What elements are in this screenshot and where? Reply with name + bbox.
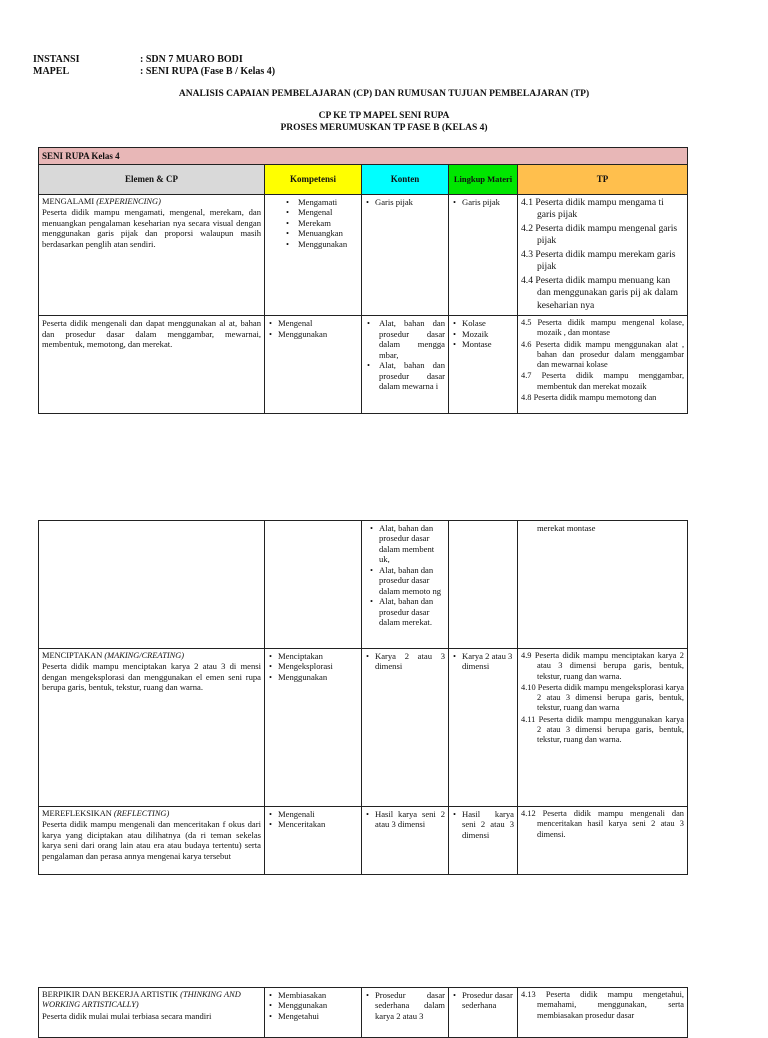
tp-item: 4.1 Peserta didik mampu mengama ti garis pijak — [521, 197, 664, 221]
lingkup-cell — [449, 521, 518, 649]
tp-item: 4.4 Peserta didik mampu menuang kan dan menggunakan garis pij ak dalam keseharian nya — [521, 274, 678, 311]
header-kompetensi: Kompetensi — [265, 165, 362, 195]
tp-item: 4.8 Peserta didik mampu memotong dan — [521, 392, 657, 402]
list-item: • Prosedur dasar sederhana dalam karya 2 atau 3 — [375, 990, 445, 1021]
kompetensi-cell — [265, 316, 362, 414]
header-lingkup-materi: Lingkup Materi — [449, 165, 518, 195]
list-item: • Menggunakan — [278, 672, 358, 682]
cp-tp-table-part-2 — [38, 520, 688, 875]
list-item: • Alat, bahan dan prosedur dasar dalam memoto ng — [379, 565, 445, 596]
tp-cell — [518, 988, 688, 1038]
tp-item: 4.10 Peserta didik mampu mengeksplorasi karya 2 atau 3 dimensi berupa garis, bentuk, tekstur, ruang dan warna — [521, 682, 684, 713]
tp-cell — [518, 807, 688, 875]
kompetensi-cell — [265, 195, 362, 316]
tp-item: merekat montase — [537, 523, 596, 533]
instansi-label: INSTANSI — [33, 54, 80, 65]
list-item: • Mengamati — [298, 197, 358, 207]
list-item: • Merekam — [298, 218, 358, 228]
list-item: • Alat, bahan dan prosedur dasar dalam merekat. — [379, 596, 445, 627]
header-konten: Konten — [362, 165, 449, 195]
table-row-merefleksikan — [39, 807, 688, 875]
table-banner: SENI RUPA Kelas 4 — [39, 148, 688, 165]
cp-text: Peserta didik mampu mengenali dan menceritakan f okus dari karya yang diciptakan atau dilihatnya (da ri teman sekelas karya seni dari orang lain atau era atau budaya tertentu) serta pengalaman dan perasa annya mengenai karya tersebut — [42, 819, 261, 861]
tp-item: 4.3 Peserta didik mampu merekam garis pijak — [521, 248, 676, 273]
list-item: • Menggunakan — [278, 1000, 358, 1010]
cp-element-title: MENGALAMI (EXPERIENCING) — [42, 197, 161, 206]
lingkup-cell — [449, 988, 518, 1038]
list-item: • Karya 2 atau 3 dimensi — [462, 651, 514, 672]
tp-cell — [518, 521, 688, 649]
header-elemen-cp: Elemen & CP — [39, 165, 265, 195]
instansi-value: : SDN 7 MUARO BODI — [140, 54, 243, 65]
lingkup-cell — [449, 649, 518, 807]
list-item: • Mengeksplorasi — [278, 661, 358, 671]
cp-text: Peserta didik mengenali dan dapat menggunakan al at, bahan dan prosedur dasar dalam menggambar, mewarnai, membentuk, memotong, dan merekat. — [39, 316, 265, 414]
lingkup-cell — [449, 316, 518, 414]
list-item: • Mengenal — [298, 207, 358, 217]
list-item: • Mengenali — [278, 809, 358, 819]
konten-cell — [362, 195, 449, 316]
cp-tp-table-part-3 — [38, 987, 688, 1038]
konten-cell — [362, 807, 449, 875]
list-item: • Menggunakan — [298, 239, 358, 249]
list-item: • Kolase — [462, 318, 514, 328]
table-row-alat-bahan — [39, 316, 688, 414]
cp-element-title: MENCIPTAKAN (MAKING/CREATING) — [42, 651, 185, 660]
kompetensi-cell — [265, 521, 362, 649]
table-row-alat-bahan-continued — [39, 521, 688, 649]
list-item: • Mengenal — [278, 318, 358, 328]
konten-cell — [362, 988, 449, 1038]
tp-item: 4.5 Peserta didik mampu mengenal kolase, mozaik , dan montase — [521, 318, 685, 338]
mapel-label: MAPEL — [33, 66, 70, 77]
kompetensi-cell — [265, 988, 362, 1038]
cp-text: Peserta didik mampu mengamati, mengenal, merekam, dan menuangkan pengalaman keseharian nya secara visual dengan menggunakan garis pijak dan proporsi walaupun masih berdasarkan penglih atan sendiri. — [42, 207, 261, 249]
cp-cell — [39, 195, 265, 316]
list-item: • Menciptakan — [278, 651, 358, 661]
list-item: • Menuangkan — [298, 228, 358, 238]
cp-text: Peserta didik mampu menciptakan karya 2 atau 3 di mensi dengan mengeksplorasi dan menggunakan el emen seni rupa berupa garis, bentuk, tekstur, ruang dan warna. — [42, 661, 261, 693]
konten-cell — [362, 521, 449, 649]
kompetensi-cell — [265, 649, 362, 807]
tp-item: 4.9 Peserta didik mampu menciptakan karya 2 atau 3 dimensi berupa garis, bentuk, tekstur, ruang dan warna. — [521, 651, 684, 681]
tp-item: 4.11 Peserta didik mampu menggunakan karya 2 atau 3 dimensi berupa garis, bentuk, tekstur, ruang dan warna. — [521, 714, 684, 744]
lingkup-cell — [449, 195, 518, 316]
cp-tp-table-part-1 — [38, 147, 688, 414]
konten-cell — [362, 649, 449, 807]
document-subtitle-1: CP KE TP MAPEL SENI RUPA — [318, 111, 450, 121]
table-row-mengalami — [39, 195, 688, 316]
mapel-value: : SENI RUPA (Fase B / Kelas 4) — [140, 66, 276, 77]
konten-cell — [362, 316, 449, 414]
list-item: • Hasil karya seni 2 atau 3 dimensi — [462, 809, 514, 840]
cp-cell — [39, 807, 265, 875]
list-item: • Alat, bahan dan prosedur dasar dalam mengga mbar, — [379, 318, 445, 360]
list-item: • Garis pijak — [462, 197, 514, 207]
kompetensi-cell — [265, 807, 362, 875]
lingkup-cell — [449, 807, 518, 875]
list-item: • Hasil karya seni 2 atau 3 dimensi — [375, 809, 445, 830]
tp-cell — [518, 316, 688, 414]
header-tp: TP — [518, 165, 688, 195]
list-item: • Mozaik — [462, 329, 514, 339]
document-subtitle-2: PROSES MERUMUSKAN TP FASE B (KELAS 4) — [280, 123, 488, 133]
cp-cell — [39, 988, 265, 1038]
tp-cell — [518, 195, 688, 316]
list-item: • Garis pijak — [375, 197, 445, 207]
table-row-menciptakan — [39, 649, 688, 807]
tp-item: 4.13 Peserta didik mampu mengetahui, memahami, menggunakan, serta membiasakan prosedur dasar — [521, 990, 684, 1020]
document-title: ANALISIS CAPAIAN PEMBELAJARAN (CP) DAN RUMUSAN TUJUAN PEMBELAJARAN (TP) — [178, 89, 590, 99]
cp-element-title: MEREFLEKSIKAN (REFLECTING) — [42, 809, 170, 818]
table-row-berpikir-artistik — [39, 988, 688, 1038]
tp-item: 4.7 Peserta didik mampu menggambar, membentuk dan merekat mozaik — [521, 371, 685, 391]
tp-cell — [518, 649, 688, 807]
cp-cell — [39, 649, 265, 807]
list-item: • Membiasakan — [278, 990, 358, 1000]
list-item: • Menggunakan — [278, 329, 358, 339]
list-item: • Mengetahui — [278, 1011, 358, 1021]
tp-item: 4.2 Peserta didik mampu mengenal garis pijak — [521, 222, 678, 247]
list-item: • Alat, bahan dan prosedur dasar dalam mewarna i — [379, 360, 445, 391]
list-item: • Menceritakan — [278, 819, 358, 829]
cp-cell — [39, 521, 265, 649]
tp-item: 4.12 Peserta didik mampu mengenali dan menceritakan hasil karya seni 2 atau 3 dimensi. — [521, 809, 684, 839]
list-item: • Prosedur dasar sederhana — [462, 990, 514, 1011]
cp-text: Peserta didik mulai mulai terbiasa secara mandiri — [42, 1010, 212, 1021]
tp-item: 4.6 Peserta didik mampu menggunakan alat , bahan dan prosedur dalam menggambar dan mewarnai kolase — [521, 339, 685, 370]
cp-element-title: BERPIKIR DAN BEKERJA ARTISTIK (THINKING AND WORKING ARTISTICALLY) — [42, 990, 241, 1010]
list-item: • Alat, bahan dan prosedur dasar dalam membent uk, — [379, 523, 445, 565]
list-item: • Karya 2 atau 3 dimensi — [375, 651, 445, 672]
list-item: • Montase — [462, 339, 514, 349]
